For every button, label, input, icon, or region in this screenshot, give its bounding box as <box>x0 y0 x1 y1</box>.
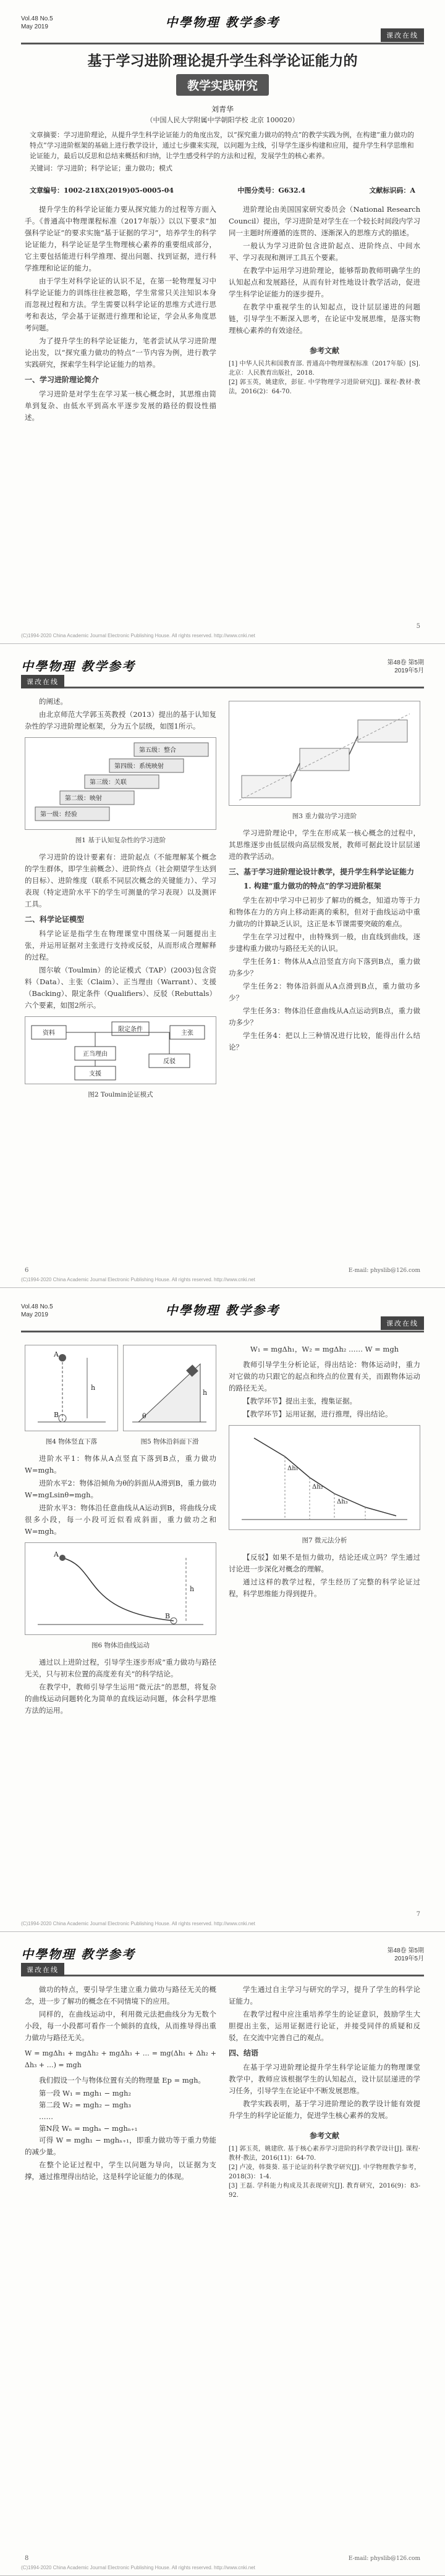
figure-4 <box>25 1345 118 1431</box>
gravity-work-progression <box>229 701 420 805</box>
copyright-footer: (C)1994-2020 China Academic Journal Electronic Publishing House. All rights reserved. http://www.cnki.net <box>21 1921 255 1926</box>
box-warrant: 正当理由 <box>83 1051 108 1058</box>
journal-logo: 中學物理 教学参考 <box>165 15 280 30</box>
subsection-heading: 1. 构建“重力做功的特点”的学习进阶框架 <box>244 882 381 890</box>
svg-text:Δh₃: Δh₃ <box>337 1499 348 1505</box>
references-heading: 参考文献 <box>309 2131 339 2140</box>
figure-7 <box>229 1425 420 1530</box>
article-subtitle: 教学实践研究 <box>176 74 269 96</box>
section-tag: 课改在线 <box>381 1316 424 1330</box>
figure-3-caption: 图3 重力做功学习进阶 <box>292 813 357 820</box>
svg-text:h: h <box>190 1585 195 1593</box>
svg-text:B: B <box>54 1411 59 1419</box>
figure-5-caption: 图5 物体沿斜面下滑 <box>140 1438 199 1445</box>
svg-text:θ: θ <box>142 1412 146 1420</box>
page-number: 7 <box>416 1911 420 1918</box>
affiliation: （中国人民大学附属中学朝阳学校 北京 100020） <box>146 116 299 124</box>
level-1: 第一级：经验 <box>40 811 77 818</box>
figure-6 <box>25 1542 216 1635</box>
section-tag: 课改在线 <box>21 1963 64 1976</box>
progression-diagram <box>25 738 216 829</box>
section-tag: 课改在线 <box>21 675 64 688</box>
toulmin-diagram <box>25 1017 216 1084</box>
page-number: 6 <box>25 1267 29 1274</box>
box-backing: 支援 <box>89 1071 101 1077</box>
box-data: 资料 <box>43 1030 55 1037</box>
figure-4-caption: 图4 物体竖直下落 <box>45 1438 98 1445</box>
page-4 <box>0 1932 445 2576</box>
page-number: 8 <box>25 2555 29 2562</box>
page-number: 5 <box>416 623 420 630</box>
page-1 <box>0 0 445 644</box>
level-3: 第三级：关联 <box>90 779 127 786</box>
svg-text:Δh₁: Δh₁ <box>287 1465 299 1472</box>
volume-info: Vol.48 No.5 May 2019 <box>21 15 53 30</box>
section-heading: 三、基于学习进阶理论设计教学，提升学生科学论证能力 <box>229 868 415 876</box>
svg-text:Δh₂: Δh₂ <box>312 1484 323 1491</box>
section-tag: 课改在线 <box>381 28 424 42</box>
copyright-footer: (C)1994-2020 China Academic Journal Electronic Publishing House. All rights reserved. http://www.cnki.net <box>21 1277 255 1282</box>
page-3 <box>0 1288 445 1932</box>
volume-info: 第48卷 第5期 2019年5月 <box>387 659 424 674</box>
incline-diagram <box>124 1345 215 1431</box>
level-4: 第四级：系统映射 <box>114 763 164 770</box>
page-header <box>21 1941 424 1976</box>
equation: W₁ = mgΔh₁，W₂ = mgΔh₂ …… W = mgh <box>250 1345 399 1353</box>
volume-info: 第48卷 第5期 2019年5月 <box>387 1947 424 1962</box>
copyright-footer: (C)1994-2020 China Academic Journal Electronic Publishing House. All rights reserved. http://www.cnki.net <box>21 633 255 638</box>
email: E-mail: physlib@126.com <box>348 1268 420 1274</box>
column-left: 提升学生的科学论证能力要从探究能力的过程等方面入手。《普通高中物理课程标准（2017年版）》以以下要求“加强科学论证”的要求实施“基于证据的学习”，培养学生的科学论证能力，科学论证是学生物理核心素养的重要组成部分，它主要包括能进行科学推理、提出问题、找到证据，进行科学推理和论证的能力。 由于学生对科学论证的认识不足，在第一轮物理复习中科学论证能力的训练往往被忽略，学生常常只关注知识本身而忽视过程和方法。学生需要以科学论证的思维方式进行思考和表达，学会基于证据进行推理和论证，学会从多角度思考问题。 为了提升学生的科学论证能力，笔者尝试从学习进阶理论出发，以“探究重力做功的特点”一节内容为例，进行教学实践研究，探索学生科学论证能力的培养。 一、学习进阶理论简介 学习进阶是对学生在学习某一核心概念时，其思维由简单到复杂、由低水平到高水平逐步发展的路径的假设性描述。 <box>25 205 216 422</box>
references: [1] 中华人民共和国教育部. 普通高中物理课程标准（2017年版）[S]. 北京：人民教育出版社，2018. [2] 郭玉英，姚建欣，彭征. 中学物理学习进阶研究[J]. 课程·教材·教法，2016(2)：64-70. <box>229 361 420 395</box>
section-heading: 二、科学论证模型 <box>25 915 85 924</box>
figure-6-caption: 图6 物体沿曲线运动 <box>91 1642 150 1649</box>
email: E-mail: physlib@126.com <box>348 2556 420 2562</box>
column-right: W₁ = mgΔh₁，W₂ = mgΔh₂ …… W = mgh 教师引导学生分析论证，得出结论：物体运动时，重力对它做的功只跟它的起点和终点的位置有关，而跟物体运动的路径无关。 【教学环节】提出主张，搜集证据。 【教学环节】运用证据，进行推理，得出结论。 Δh₁ Δh₂ Δh₃ 图7 微元法分析 【反驳】如果不是恒力做功，结论还成立吗？学生通过讨论进一步深化对概念的理解。 通过这样的教学过程，学生经历了完整的科学论证过程，科学思维能力得到提升。 <box>229 1345 420 1598</box>
page-header <box>21 1297 424 1332</box>
references: [1] 郭玉英，姚建欣. 基于核心素养学习进阶的科学教学设计[J]. 课程·教材·教法，2016(11)：64-70. [2] 卢凌，韩葵葵. 基于论证的科学教学研究[J]. 中学物理教学参考，2018(3)：1-4. [3] 王磊. 学科能力构成及其表现研究[J]. 教育研究，2016(9)：83-92. <box>229 2146 420 2199</box>
references-heading: 参考文献 <box>309 346 339 355</box>
page-header <box>21 653 424 688</box>
column-left: h A B 图4 物体竖直下落 θ h 图5 物体沿斜面下滑 进阶水平1：物体从A点竖直下落到B点，重力做功 W=mgh。 进阶水平2：物体沿倾角为θ的斜面从A滑到B，重力做功 W=mgLsinθ=mgh。 进阶水平3：物体沿任意曲线从A运动到B，将曲线分成很多小段，每一小段可近似看成斜面，重力做功之和 W=mgh。 h A B 图6 物体沿曲线运动 通过以上进阶过程，引导学生逐步形成“重力做功与路径无关，只与初末位置的高度差有关”的科学结论。 在教学中，教师引导学生运用“微元法”的思想，将复杂的曲线运动问题转化为简单的直线运动问题，体会科学思维方法的运用。 <box>25 1340 216 1718</box>
column-right: 进阶理论由美国国家研究委员会（National Research Council）提出，学习进阶是对学生在一个较长时间段内学习同一主题时所遵循的连贯的、逐渐深入的思维方式的描述。 一般认为学习进阶包含进阶起点、进阶终点、中间水平、学习表现和测评工具五个要素。 在教学中运用学习进阶理论，能够帮助教师明确学生的认知起点和发展路径，从而有针对性地设计教学活动，促进学生科学论证能力的逐步提升。 在教学中重视学生的认知起点，设计层层递进的问题链，引导学生不断深入思考，在论证中发展思维，是落实物理核心素养的有效途径。 参考文献 [1] 中华人民共和国教育部. 普通高中物理课程标准（2017年版）[S]. 北京：人民教育出版社，2018. [2] 郭玉英，姚建欣，彭征. 中学物理学习进阶研究[J]. 课程·教材·教法，2016(2)：64-70. <box>229 205 420 395</box>
level-2: 第二级：映射 <box>65 795 102 802</box>
svg-text:A: A <box>54 1350 59 1358</box>
micro-element-diagram <box>229 1426 420 1529</box>
level-5: 第五级：整合 <box>139 747 176 754</box>
box-rebuttal: 反驳 <box>163 1058 176 1065</box>
column-right: 学生通过自主学习与研究的学习，提升了学生的科学论证能力。 在教学过程中应注重培养学生的论证意识，鼓励学生大胆提出主张，运用证据进行论证，并接受同伴的质疑和反驳，在交流中完善自己的观点。 四、结语 在基于学习进阶理论提升学生科学论证能力的物理课堂教学中，教师应该根据学生的认知起点，设计层层递进的学习任务，引导学生在论证中不断发展思维。 教学实践表明，基于学习进阶理论的教学设计能有效提升学生的科学论证能力，促进学生核心素养的发展。 参考文献 [1] 郭玉英，姚建欣. 基于核心素养学习进阶的科学教学设计[J]. 课程·教材·教法，2016(11)：64-70. [2] 卢凌，韩葵葵. 基于论证的科学教学研究[J]. 中学物理教学参考，2018(3)：1-4. [3] 王磊. 学科能力构成及其表现研究[J]. 教育研究，2016(9)：83-92. <box>229 1985 420 2199</box>
figure-3 <box>229 701 420 806</box>
free-fall-diagram <box>25 1345 117 1431</box>
column-right: 图3 重力做功学习进阶 学习进阶理论中，学生在形成某一核心概念的过程中，其思维逐步由低层级向高层级发展，教师可据此设计层层递进的教学活动。 三、基于学习进阶理论设计教学，提升学生科学论证能力 1. 构建“重力做功的特点”的学习进阶框架 学生在初中学习中已初步了解功的概念，知道功等于力和物体在力的方向上移动距离的乘积，但对于曲线运动中重力做功的计算缺乏认识，这正是本节课需要突破的难点。 学生在学习过程中，由特殊到一般，由直线到曲线，逐步建构重力做功与路径无关的认识。 学生任务1：物体从A点沿竖直方向下落到B点，重力做功多少？ 学生任务2：物体沿斜面从A点滑到B点，重力做功多少？ 学生任务3：物体沿任意曲线从A点运动到B点，重力做功多少？ 学生任务4：把以上三种情况进行比较，能得出什么结论？ <box>229 696 420 1055</box>
keywords: 关键词：学习进阶；科学论证；重力做功；模式 <box>30 164 172 172</box>
section-heading: 四、结语 <box>229 2049 259 2057</box>
page-header <box>21 9 424 44</box>
figure-7-caption: 图7 微元法分析 <box>302 1537 347 1544</box>
copyright-footer: (C)1994-2020 China Academic Journal Electronic Publishing House. All rights reserved. http://www.cnki.net <box>21 2565 255 2570</box>
volume-info: Vol.48 No.5 May 2019 <box>21 1303 53 1318</box>
box-claim: 主张 <box>181 1030 193 1037</box>
figure-2 <box>25 1016 216 1084</box>
svg-text:A: A <box>54 1550 59 1558</box>
section-heading: 一、学习进阶理论简介 <box>25 375 100 384</box>
column-left: 做功的特点，要引导学生建立重力做功与路径无关的概念，进一步了解功的概念在不同情境下的应用。 同样的，在曲线运动中，利用微元法把曲线分为无数个小段，每一小段都可看作一个倾斜的直线，从而推导得出重力做功与路径无关。 W = mgΔh₁ + mgΔh₂ + mgΔh₃ + … = mg(Δh₁ + Δh₂ + Δh₃ + …) = mgh 我们假设一个与物体位置有关的物理量 Ep = mgh。 第一段 W₁ = mgh₁ − mgh₂ 第二段 W₂ = mgh₂ − mgh₃ …… 第N段 Wₙ = mghₙ − mghₙ₊₁ 可得 W = mgh₁ − mghₙ₊₁，即重力做功等于重力势能的减少量。 在整个论证过程中，学生以问题为导向，以证据为支撑，通过推理得出结论，这是科学论证能力的体现。 <box>25 1985 216 2181</box>
author: 刘青华 <box>211 105 234 114</box>
curve-path-diagram <box>25 1543 216 1634</box>
journal-logo: 中學物理 教学参考 <box>165 1303 280 1318</box>
classification-row: 文章编号：1002-218X(2019)05-0005-04 中图分类号：G632.4 文献标识码：A <box>30 186 415 194</box>
figure-5 <box>123 1345 216 1431</box>
article-title: 基于学习进阶理论提升学生科学论证能力的 <box>87 52 358 69</box>
box-qualifier: 限定条件 <box>118 1026 143 1033</box>
svg-text:h: h <box>203 1389 208 1397</box>
journal-logo: 中學物理 教学参考 <box>21 659 135 674</box>
abstract: 文章摘要：学习进阶理论，从提升学生科学论证能力的角度出发，以“探究重力做功的特点”的教学实践为例，在构建“重力做功的特点”学习进阶框架的基础上进行教学设计，通过七步骤来实现，以问题为主线，引导学生逐步构建和应用，提升学生科学思维和论证能力，最后以反思和总结来概括和归纳，让学生感受科学的方法和过程，发展学生的核心素养。 关键词：学习进阶；科学论证；重力做功；模式 <box>30 130 415 174</box>
journal-logo: 中學物理 教学参考 <box>21 1947 135 1962</box>
svg-text:B: B <box>165 1612 171 1620</box>
page-2 <box>0 644 445 1288</box>
equation: W = mgΔh₁ + mgΔh₂ + mgΔh₃ + … = mg(Δh₁ + Δh₂ + Δh₃ + …) = mgh <box>25 2049 216 2069</box>
figure-1 <box>25 737 216 830</box>
figure-1-caption: 图1 基于认知复杂性的学习进阶 <box>75 837 166 844</box>
figure-2-caption: 图2 Toulmin论证模式 <box>88 1091 153 1098</box>
column-left: 的阐述。 由北京师范大学郭玉英教授（2013）提出的基于认知复杂性的学习进阶理论框架，分为五个层级，如图1所示。 第五级：整合 第四级：系统映射 第三级：关联 第二级：映射 第一级：经验 图1 基于认知复杂性的学习进阶 学习进阶的设计要素有：进阶起点（不能理解某个概念的学生群体，即学生前概念）、进阶终点（社会期望学生达到的目标）、进阶维度（联系不同层次概念的关键能力）、学习表现（特定进阶水平下的学生可测量的学习表现）以及测评工具。 二、科学论证模型 科学论证是指学生在物理课堂中围绕某一问题提出主张，并运用证据对主张进行支持或反驳，从而形成合理解释的过程。 图尔敏（Toulmin）的论证模式（TAP）(2003)包含资料（Data）、主张（Claim）、正当理由（Warrant）、支援（Backing）、限定条件（Qualifiers）、反驳（Rebuttals）六个要素，如图2所示。 资料 主张 限定条件 正当理由 支援 反驳 图2 Toulmin论证模式 <box>25 696 216 1106</box>
svg-text:h: h <box>91 1384 96 1392</box>
